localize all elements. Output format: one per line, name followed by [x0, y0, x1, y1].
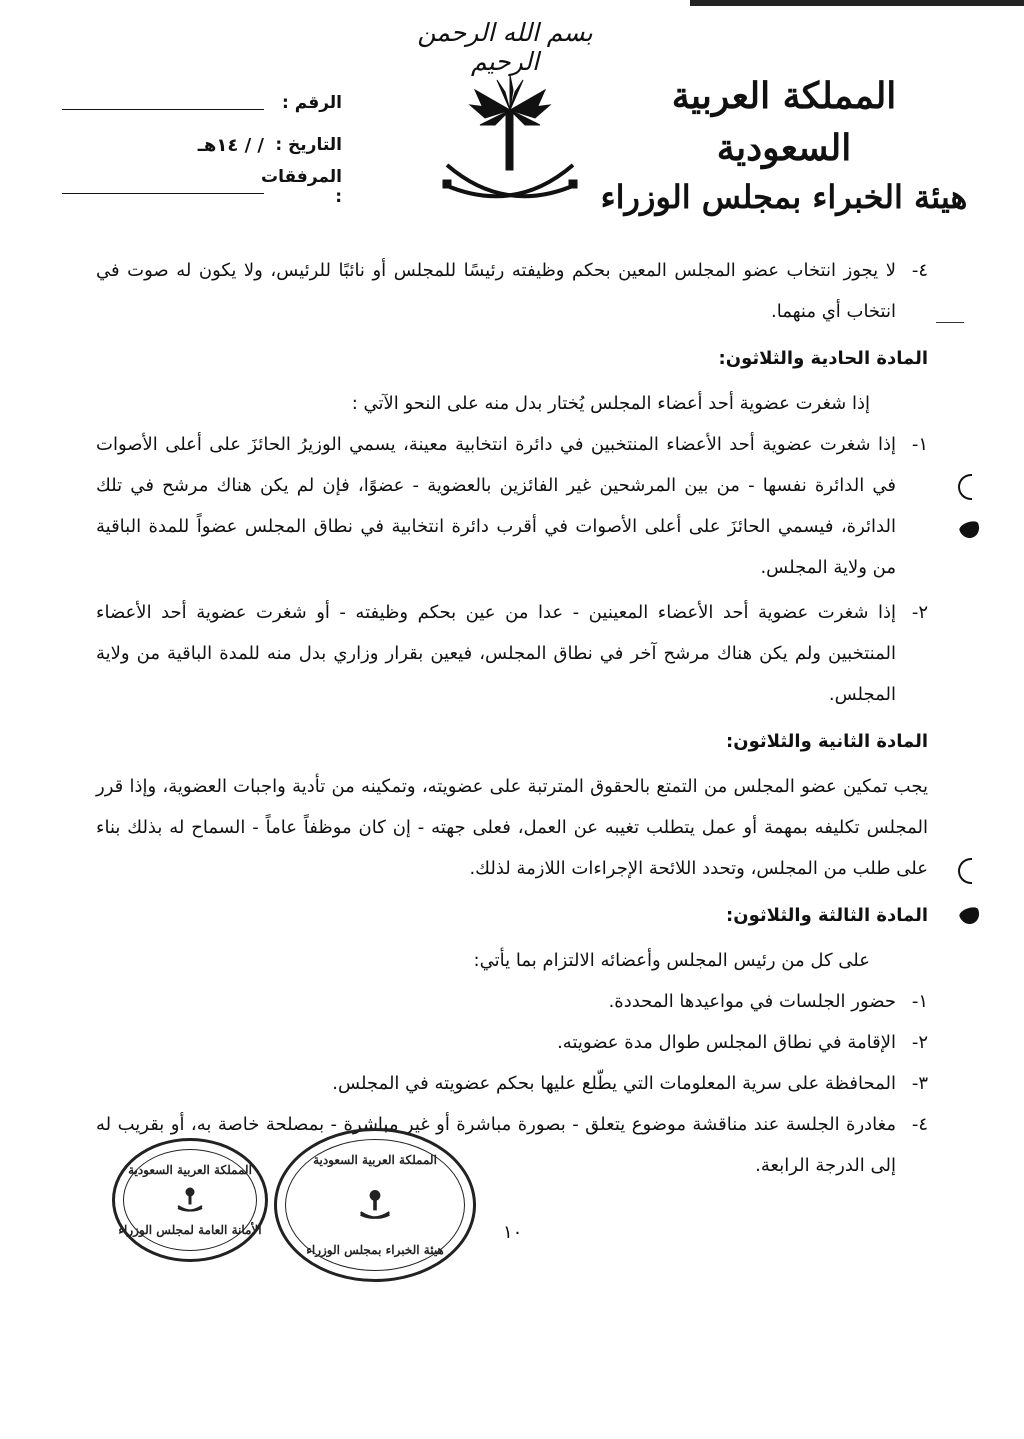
list-item: ٤- مغادرة الجلسة عند مناقشة موضوع يتعلق - بصورة مباشرة أو غير مباشرة - بمصلحة خاصة به، أو بقريب له إلى الدرجة الرابعة. [96, 1114, 928, 1176]
organization-header [599, 70, 969, 220]
secretariat-seal-stamp [112, 1138, 268, 1262]
document-meta [62, 82, 342, 208]
date-row [62, 124, 342, 166]
basmala: بسم الله الرحمن الرحيم [417, 18, 593, 76]
list-item: ٤- لا يجوز انتخاب عضو المجلس المعين بحكم وظيفته رئيسًا للمجلس أو نائبًا للرئيس، ولا يكون له صوت في انتخاب أي منهما. [96, 260, 928, 322]
article-31-heading: المادة الحادية والثلاثون: [718, 348, 928, 369]
punch-hole-mark [958, 858, 972, 884]
attachments-line [62, 181, 264, 194]
palm-swords-emblem-icon [435, 70, 585, 215]
punch-hole-mark [958, 474, 972, 500]
attachments-row [62, 166, 342, 208]
list-item: ٣- المحافظة على سرية المعلومات التي يطّلع عليها بحكم عضويته في المجلس. [332, 1073, 928, 1094]
stamp-top-text: المملكة العربية السعودية [313, 1153, 437, 1167]
punch-hole-mark [958, 519, 982, 541]
ref-row [62, 82, 342, 124]
emblem-icon [357, 1188, 393, 1222]
experts-commission-seal-stamp [274, 1128, 476, 1282]
org-name-line1: المملكة العربية السعودية [671, 75, 897, 169]
document-body [96, 250, 928, 1186]
org-name-line2: هيئة الخبراء بمجلس الوزراء [600, 178, 968, 216]
list-item: ٢- إذا شغرت عضوية أحد الأعضاء المعينين - عدا من عين بحكم وظيفته - أو شغرت عضوية أحد الأعضاء المنتخبين ولم يكن هناك مرشح آخر في نطاق المجلس، فيعين بقرار وزاري بدل منه للمدة الباقية من ولاية المجلس. [96, 602, 928, 705]
top-edge-line [690, 0, 1024, 6]
list-item: ١- حضور الجلسات في مواعيدها المحددة. [608, 991, 928, 1012]
emblem-icon [175, 1186, 205, 1214]
attachments-label: المرفقات : [260, 167, 342, 207]
date-label: التاريخ : [275, 135, 342, 155]
list-item: ١- إذا شغرت عضوية أحد الأعضاء المنتخبين في دائرة انتخابية معينة، يسمي الوزيرُ الحائزَ على أعلى الأصوات في الدائرة نفسها - من بين المرشحين غير الفائزين بالعضوية - عضوًا، فإن لم يكن هناك مرشح في تلك الدائرة، فيسمي الحائزَ على أعلى الأصوات في أقرب دائرة انتخابية في نطاق المجلس عضواً للمدة الباقية من ولاية المجلس. [96, 434, 928, 578]
ref-label: الرقم : [282, 93, 342, 113]
stamp-top-text: المملكة العربية السعودية [128, 1163, 252, 1177]
stamp-bottom-text: الأمانة العامة لمجلس الوزراء [118, 1223, 262, 1237]
page-number: ١٠ [503, 1222, 523, 1243]
article-33-heading: المادة الثالثة والثلاثون: [726, 905, 928, 926]
article-33-intro: على كل من رئيس المجلس وأعضائه الالتزام بما يأتي: [473, 950, 870, 971]
article-31-intro: إذا شغرت عضوية أحد أعضاء المجلس يُختار بدل منه على النحو الآتي : [351, 393, 870, 414]
article-32-heading: المادة الثانية والثلاثون: [726, 731, 928, 752]
list-item: ٢- الإقامة في نطاق المجلس طوال مدة عضويته. [557, 1032, 928, 1053]
date-value: / / ١٤هـ [197, 134, 264, 156]
stamp-bottom-text: هيئة الخبراء بمجلس الوزراء [306, 1243, 444, 1257]
article-32-text: يجب تمكين عضو المجلس من التمتع بالحقوق المترتبة على عضويته، وتمكينه من تأدية واجبات العضوية، وإذا قرر المجلس تكليفه بمهمة أو عمل يتطلب تغيبه عن العمل، فعلى جهته - إن كان موظفاً عاماً - السماح له بذلك بناء على طلب من المجلس، وتحدد اللائحة الإجراءات اللازمة لذلك. [96, 776, 928, 879]
ref-line [62, 97, 264, 110]
punch-hole-mark [958, 905, 982, 927]
margin-dash [936, 322, 964, 323]
